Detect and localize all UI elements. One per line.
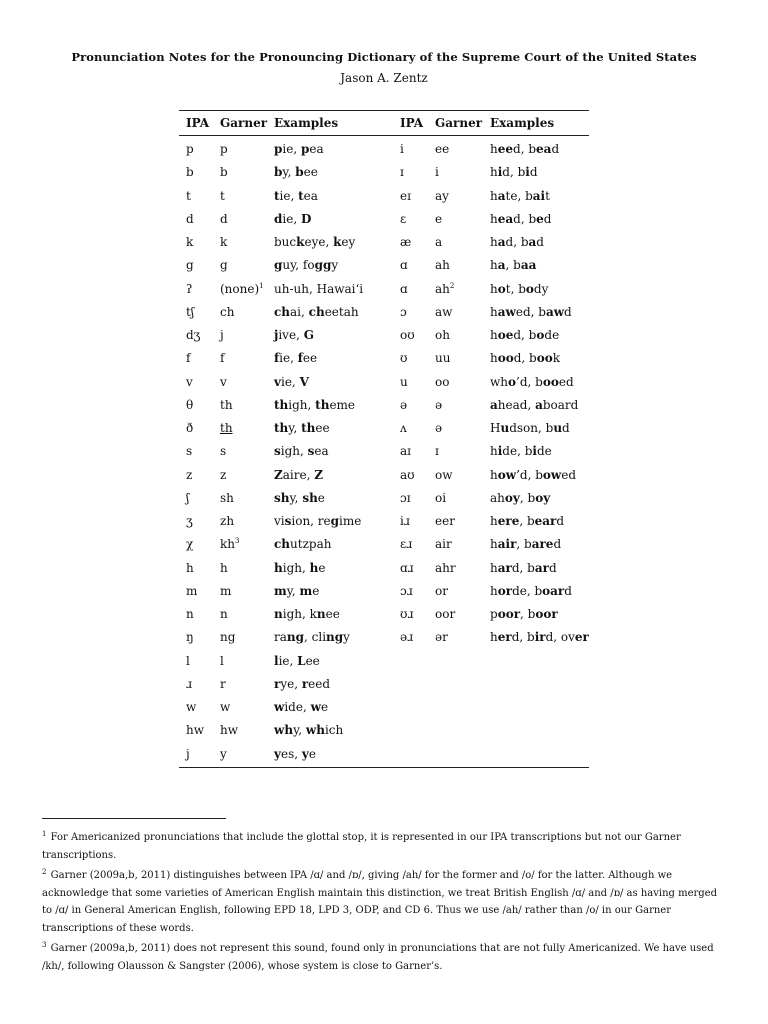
garner-symbol: ng [220,630,236,645]
ipa-symbol: i [400,142,404,156]
garner-symbol: ay [435,188,449,203]
garner-symbol: ahr [435,560,456,575]
table-row [179,742,589,765]
garner-symbol: b [220,165,228,180]
table-row [179,277,589,300]
example-words: Hudson, bud [490,421,570,435]
ipa-symbol: ʌ [400,421,407,435]
footnote [42,864,730,937]
ipa-symbol: ɛɹ [400,537,413,552]
example-words: lie, Lee [274,653,320,668]
ipa-symbol: n [186,607,194,621]
garner-symbol: v [220,374,227,389]
footnote-number: 2 [42,868,47,876]
table-row [179,416,589,439]
table-row [179,602,589,625]
footnote-text: Garner (2009a,b, 2011) distinguishes between IPA /ɑ/ and /ɒ/, giving /ah/ for the former and /o/ for the latter. Although we acknowledge that some varieties of American English maintain this distinction, we treat British English /ɑ/ and /ɒ/ as having merged to /ɑ/ in General American English, following EPD 18, LPD 3, ODP, and CD 6. Thus we use /ah/ rather than /o/ in our Garner transcriptions of these words. [42,870,717,934]
table-row [179,160,589,183]
table-row [179,672,589,695]
ipa-symbol: ɔɪ [400,490,411,505]
garner-symbol: ee [435,142,450,156]
example-words: die, D [274,211,312,226]
table-header-row [179,111,589,136]
garner-symbol: aw [435,304,453,319]
garner-symbol: j [220,328,224,342]
garner-symbol: t [220,188,225,203]
garner-symbol: zh [220,514,235,528]
ipa-symbol: ʒ [186,514,193,528]
example-words: heed, bead [490,142,560,156]
example-words: fie, fee [274,351,318,366]
footnotes [42,826,730,975]
ipa-symbol: əɹ [400,630,414,645]
ipa-symbol: ɔ [400,304,407,319]
example-words: by, bee [274,165,318,180]
example-words: hot, body [490,281,549,296]
table-row [179,370,589,393]
ipa-symbol: t [186,188,191,203]
example-words: vision, regime [274,514,362,528]
example-words: ahead, aboard [490,397,579,412]
ipa-symbol: ð [186,421,194,435]
garner-symbol: or [435,583,448,598]
ipa-symbol: ɹ [186,676,193,691]
ipa-symbol: h [186,560,194,575]
ipa-symbol: ʔ [186,281,193,296]
example-words: rye, reed [274,676,331,691]
header-garner-right: Garner [435,116,483,130]
ipa-symbol: g [186,258,194,273]
ipa-symbol: ɛ [400,211,407,226]
garner-symbol: $kh^3$ [220,537,240,552]
example-words: hair, bared [490,537,562,552]
document-title: Pronunciation Notes for the Pronouncing Dictionary of the Supreme Court of the United States [71,50,697,64]
garner-symbol: h [220,560,228,575]
footnote-divider [42,818,226,819]
header-ipa-left: IPA [186,116,210,130]
ipa-symbol: l [186,653,190,668]
ipa-symbol: ʃ [186,490,190,505]
example-words: thy, thee [274,421,330,435]
ipa-symbol: b [186,165,194,180]
table-row [179,323,589,346]
garner-symbol: oor [435,607,456,621]
ipa-symbol: s [186,444,193,459]
example-words: Zaire, Z [274,467,323,482]
table-row [179,579,589,602]
example-words: hard, bard [490,560,557,575]
footnote-number: 3 [42,941,47,949]
example-words: why, which [274,723,344,738]
table-row [179,346,589,369]
garner-symbol: oo [435,374,450,389]
example-words: buckeye, key [274,235,356,249]
garner-symbol: hw [220,723,238,738]
example-words: horde, board [490,583,572,598]
ipa-symbol: v [186,374,193,389]
table-row [179,393,589,416]
garner-symbol: n [220,607,228,621]
example-words: wide, we [274,700,329,714]
table-row [179,509,589,532]
table-row [179,137,589,160]
example-words: ha, baa [490,258,537,273]
garner-symbol: y [220,746,227,761]
garner-symbol: z [220,467,227,482]
garner-symbol: ər [435,630,448,645]
example-words: jive, G [274,328,314,342]
garner-symbol: ah [435,258,450,273]
garner-symbol: r [220,676,226,691]
example-words: chai, cheetah [274,304,359,319]
ipa-symbol: aɪ [400,444,411,459]
example-words: head, bed [490,211,552,226]
example-words: shy, she [274,490,325,505]
example-words: nigh, knee [274,607,340,621]
table-row [179,695,589,718]
footnote-text: For Americanized pronunciations that include the glottal stop, it is represented in our IPA transcriptions but not our Garner transcriptions. [42,832,681,861]
example-words: hide, bide [490,444,552,459]
ipa-symbol: ɑɹ [400,560,414,575]
garner-symbol: ɪ [435,444,439,459]
example-words: ahoy, boy [490,490,551,505]
example-words: sigh, sea [274,444,329,459]
ipa-symbol: z [186,467,193,482]
example-words: hid, bid [490,165,538,180]
ipa-symbol: u [400,374,408,389]
garner-symbol: sh [220,490,234,505]
footnote-text: Garner (2009a,b, 2011) does not represent this sound, found only in pronunciations that are not fully Americanized. We have used /kh/, following Olausson & Sangster (2006), whose system is close to Garner’s. [42,943,714,972]
garner-symbol: a [435,235,443,249]
ipa-symbol: eɪ [400,188,411,203]
example-words: yes, ye [274,746,316,761]
ipa-symbol: æ [400,235,412,249]
ipa-symbol: j [186,746,190,761]
ipa-symbol: tʃ [186,304,195,319]
garner-symbol: ch [220,304,235,319]
table-row [179,556,589,579]
garner-symbol: $ah^2$ [435,281,455,296]
example-words: my, me [274,583,320,598]
table-row [179,300,589,323]
ipa-symbol: m [186,583,198,598]
example-words: hate, bait [490,188,550,203]
footnote [42,937,730,975]
ipa-symbol: k [186,235,194,249]
ipa-symbol: d [186,211,194,226]
garner-symbol: w [220,700,231,714]
garner-symbol: g [220,258,228,273]
ipa-symbol: hw [186,723,204,738]
example-words: thigh, theme [274,397,356,412]
ipa-symbol: ɪ [400,165,404,180]
garner-symbol: k [220,235,228,249]
ipa-symbol: aʊ [400,467,415,482]
garner-symbol: (none)$^1$ [220,281,264,296]
example-words: pie, pea [274,142,324,156]
header-ipa-right: IPA [400,116,424,130]
ipa-symbol: iɹ [400,514,410,528]
ipa-symbol: oʊ [400,328,415,342]
ipa-symbol: ə [400,397,408,412]
example-words: how’d, bowed [490,467,577,482]
ipa-symbol: ŋ [186,630,194,645]
garner-symbol: oi [435,490,447,505]
example-words: tie, tea [274,188,318,203]
garner-symbol: l [220,653,224,668]
example-words: who’d, booed [490,374,574,389]
example-words: had, bad [490,235,544,249]
garner-symbol: p [220,142,228,156]
footnote [42,826,730,864]
garner-symbol: ə [435,421,443,435]
ipa-symbol: ɑ [400,281,408,296]
table-row [179,230,589,253]
example-words: chutzpah [274,537,332,552]
garner-symbol: m [220,583,232,598]
garner-symbol: oh [435,328,450,342]
table-row [179,253,589,276]
header-examples-left: Examples [274,116,339,130]
table-row [179,463,589,486]
example-words: guy, foggy [274,258,339,273]
example-words: rang, clingy [274,630,350,645]
garner-symbol: th [220,397,233,412]
garner-symbol: f [220,351,225,366]
example-words: poor, boor [490,607,558,621]
garner-symbol: i [435,165,439,180]
example-words: herd, bird, over [490,630,589,645]
example-words: uh-uh, Hawai‘i [274,281,364,296]
example-words: hawed, bawd [490,304,572,319]
table-row [179,184,589,207]
ipa-symbol: ɑ [400,258,408,273]
table-row [179,486,589,509]
author-name: Jason A. Zentz [340,71,428,85]
ipa-symbol: ɔɹ [400,583,413,598]
header-garner-left: Garner [220,116,268,130]
garner-symbol: ə [435,397,443,412]
ipa-symbol: f [186,351,191,366]
table-row [179,439,589,462]
garner-symbol: th [220,421,233,435]
footnote-number: 1 [42,830,47,838]
garner-symbol: s [220,444,227,459]
ipa-symbol: ʊɹ [400,607,414,621]
table-row [179,718,589,741]
header-examples-right: Examples [490,116,555,130]
example-words: hood, book [490,351,561,366]
ipa-symbol: ʊ [400,351,408,366]
example-words: vie, V [274,374,309,389]
ipa-symbol: p [186,142,194,156]
ipa-symbol: w [186,700,197,714]
example-words: hoed, bode [490,328,560,342]
garner-symbol: e [435,211,443,226]
example-words: here, beard [490,514,565,528]
table-row [179,207,589,230]
ipa-symbol: dʒ [186,328,201,342]
garner-symbol: eer [435,514,455,528]
ipa-symbol: θ [186,397,194,412]
garner-symbol: d [220,211,228,226]
table-row [179,625,589,648]
example-words: high, he [274,560,326,575]
garner-symbol: air [435,537,452,552]
table-row [179,649,589,672]
table-row [179,532,589,555]
ipa-symbol: χ [186,537,194,552]
pronunciation-table [179,110,589,768]
table-body [179,136,589,767]
garner-symbol: uu [435,351,451,366]
garner-symbol: ow [435,467,453,482]
